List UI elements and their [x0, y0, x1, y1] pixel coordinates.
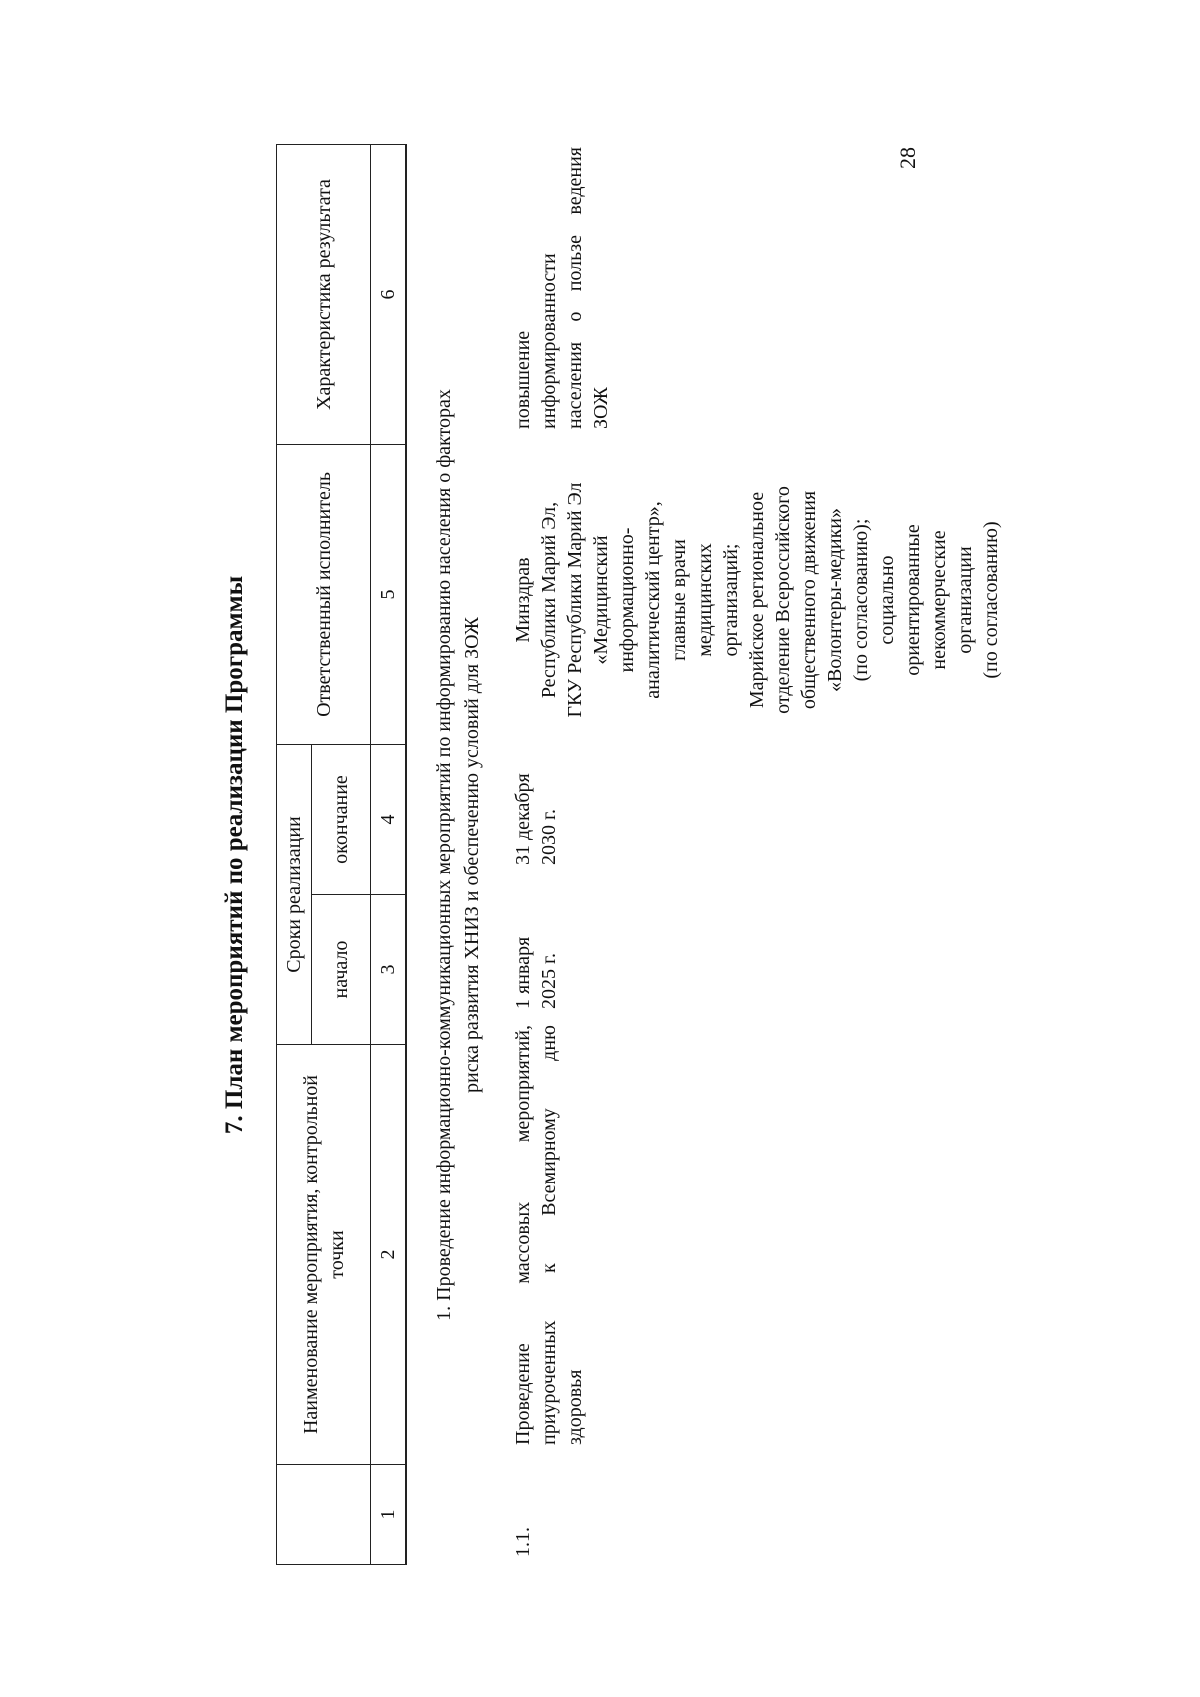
row-responsible-line: ориентированные	[902, 524, 924, 676]
row-end-date-line: 2030 г.	[538, 809, 560, 865]
row-responsible-line: общественного движения	[798, 490, 820, 710]
row-responsible-line: организации	[954, 546, 976, 654]
row-start-date	[510, 899, 562, 1009]
row-result-line: информированности	[538, 253, 560, 429]
row-event-name-line: приуроченных к Всемирному дню	[538, 1025, 560, 1445]
row-result-line: ЗОЖ	[590, 387, 612, 429]
column-number-5: 5	[371, 444, 407, 744]
row-event-name-line: Проведение массовых мероприятий,	[512, 1025, 534, 1445]
column-number-6: 6	[371, 144, 407, 444]
row-responsible-line: Минздрав	[512, 557, 534, 643]
page-number: 28	[895, 147, 920, 169]
row-responsible-line: главные врачи	[668, 539, 690, 661]
row-event-name	[510, 1025, 588, 1445]
row-responsible-line: Республики Марий Эл,	[538, 501, 560, 699]
plan-table-header	[276, 144, 407, 1565]
header-col-name: Наименование мероприятия, контрольной точки	[277, 1045, 371, 1465]
row-responsible-line: медицинских	[694, 543, 716, 657]
row-responsible-line: (по согласованию)	[980, 521, 1002, 679]
section-heading	[430, 145, 486, 1565]
row-responsible-line: некоммерческие	[928, 530, 950, 670]
row-responsible-line: аналитический центр»,	[642, 501, 664, 699]
header-col-responsible: Ответственный исполнитель	[277, 444, 371, 744]
section-heading-line: риска развития ХНИЗ и обеспечению условий для ЗОЖ	[461, 617, 483, 1093]
row-responsible-line: «Медицинский	[590, 535, 612, 665]
row-number: 1.1.	[512, 1527, 534, 1557]
header-period: Сроки реализации	[277, 744, 312, 1044]
row-responsible-line: ГКУ Республики Марий Эл	[564, 482, 586, 718]
rotated-content	[210, 145, 1070, 1565]
row-responsible-line: социально	[876, 555, 898, 645]
header-col-end: окончание	[312, 744, 371, 894]
row-start-date-line: 1 января	[512, 936, 534, 1009]
column-number-2: 2	[371, 1045, 407, 1465]
row-responsible-line: информационно-	[616, 527, 638, 673]
row-end-date	[510, 735, 562, 865]
row-responsible-line: Марийское региональное	[746, 491, 768, 709]
column-number-1: 1	[371, 1465, 407, 1565]
row-result-line: населения о пользе ведения	[564, 147, 586, 429]
header-col-number	[277, 1465, 371, 1565]
row-responsible-line: организаций;	[720, 543, 742, 657]
row-end-date-line: 31 декабря	[512, 773, 534, 865]
row-responsible-line: (по согласованию);	[850, 518, 872, 682]
header-col-start: начало	[312, 895, 371, 1045]
column-number-3: 3	[371, 895, 407, 1045]
row-event-name-line: здоровья	[564, 1369, 586, 1445]
row-responsible	[510, 465, 1004, 735]
row-result	[510, 147, 614, 429]
page-title: 7. План мероприятий по реализации Программы	[221, 575, 248, 1135]
header-col-result: Характеристика результата	[277, 144, 371, 444]
section-heading-line: 1. Проведение информационно-коммуникационных мероприятий по информированию населения о факторах	[433, 389, 455, 1321]
column-number-4: 4	[371, 744, 407, 894]
row-responsible-line: отделение Всероссийского	[772, 486, 794, 714]
row-start-date-line: 2025 г.	[538, 953, 560, 1009]
row-result-line: повышение	[512, 330, 534, 429]
row-responsible-line: «Волонтеры-медики»	[824, 507, 846, 693]
